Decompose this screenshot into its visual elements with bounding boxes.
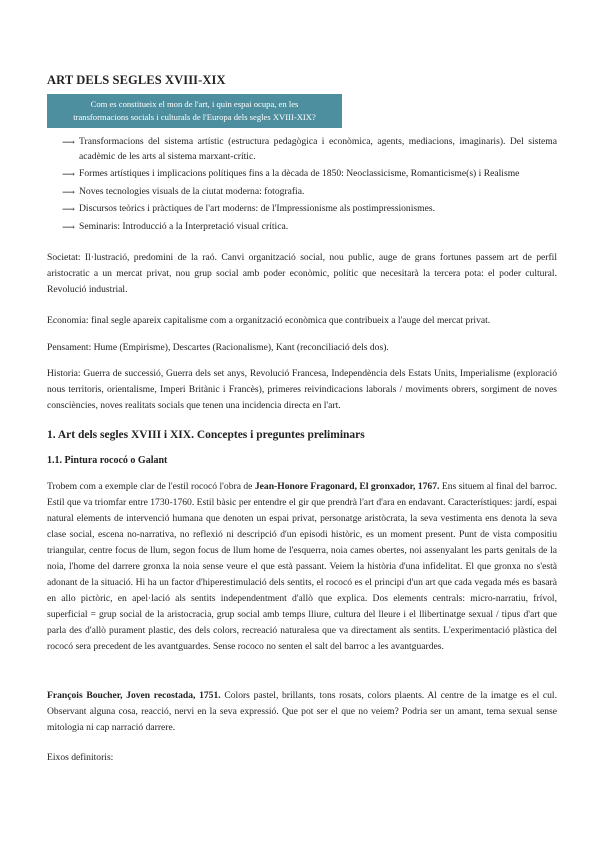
list-item: ⟶ Formes artístiques i implicacions polítiques fins a la dècada de 1850: Neoclassicisme, Romanticisme(s) i Realisme	[62, 167, 557, 182]
societat-paragraph: Societat: Il·lustració, predomini de la raó. Canvi organització social, nou public, auge de grans fortunes passem art de perfil aristocratic a un mercat privat, nou grup social amb poder econòmic, polític que necesitarà la tercera pota: el poder cultural. Revolució industrial.	[47, 252, 557, 295]
list-item: ⟶ Transformacions del sistema artístic (estructura pedagògica i econòmica, agents, mediacions, imaginaris). Del sistema acadèmic de les arts al sistema marxant-crític.	[62, 136, 557, 162]
pensament-paragraph: Pensament: Hume (Empirisme), Descartes (Racionalisme), Kant (reconciliació dels dos).	[47, 342, 389, 353]
fragonard-artwork: Jean-Honore Fragonard, El gronxador, 1767.	[254, 481, 440, 492]
boucher-artwork: François Boucher, Joven recostada, 1751.	[47, 690, 221, 701]
subsection-heading: 1.1. Pintura rococó o Galant	[47, 455, 168, 466]
list-item: ⟶ Noves tecnologies visuals de la ciutat moderna: fotografia.	[62, 185, 557, 200]
document-title: ART DELS SEGLES XVIII-XIX	[47, 73, 226, 87]
boucher-paragraph: François Boucher, Joven recostada, 1751. Colors pastel, brillants, tons rosats, colors plaents. Al centre de la imatge es el cul. Observant alguna cosa, reacció, nervi en la seva expressió. Que pot ser el que no veiem? Podria ser un amant, tema sexual sense mitologia ni cap narració darrere.	[47, 690, 557, 733]
historia-paragraph: Historia: Guerra de successió, Guerra dels set anys, Revolució Francesa, Independència dels Estats Units, Imperialisme (exploració nous territoris, orientalisme, Imperi Britànic i Francès), primeres reivindicacions laborals / moviments obrers, sorgiment de noves consciències, noves realitats socials que tenen una incidencia directa en l'art.	[47, 368, 557, 411]
fragonard-paragraph: Trobem com a exemple clar de l'estil rococó l'obra de Jean-Honore Fragonard, El gronxador, 1767. Ens situem al final del barroc. Estil que va triomfar entre 1730-1760. Estil bàsic per entendre el gir que prendrà l'art d'ara en endavant. Característiques: jardí, espai natural elements de intervenció humana que denoten un espai privat, personatge aristòcrata, la seva vestimenta ens denota la seva clase social, escena no-narrativa, no reflexió ni descripció d'un episodi històric, es un moment present. Punt de vista compositiu triangular, centre focus de llum, segon focus de llum home de l'esquerra, noia cames obertes, noi assenyalant les parts genitals de la noia, l'home del darrere gronxa la noia sense veure el que està passant. Veiem la història d'una infidelitat. El que gronxa no s'està adonant de la situació. Hi ha un factor d'hiperestimulació dels sentits, el rococó es el principi d'un art que cada vegada més es basarà en allo pictòric, en apel·lació als sentits independentment d'allò que explica. Dos elements centrals: micro-narratiu, frívol, superficial = grup social de la aristocracia, grup social amb temps lliure, cultura del lleure i el llibertinatge sexual / tipus d'art que parla des d'allò purament plastic, des dels colors, recreació naturalesa que va directament als sentits. L'experimentació plàstica del rococó sera precedent de les avantguardes. Sense rococo no senten el salt del barroc a les avantguardes.	[47, 481, 557, 652]
arrow-icon: ⟶	[62, 186, 75, 197]
arrow-icon: ⟶	[62, 169, 75, 179]
economia-paragraph: Economia: final segle apareix capitalisme com a organització econòmica que contribueix a l'auge del mercat privat.	[47, 315, 491, 326]
question-banner	[47, 94, 342, 128]
arrow-icon: ⟶	[62, 204, 75, 214]
list-item: ⟶ Seminaris: Introducció a la Interpretació visual crítica.	[62, 220, 557, 235]
list-item: ⟶ Discursos teòrics i pràctiques de l'art moderns: de l'Impressionisme als postimpressionismes.	[62, 202, 557, 217]
arrow-icon: ⟶	[62, 137, 75, 147]
topics-list	[62, 135, 557, 237]
section-heading: 1. Art dels segles XVIII i XIX. Conceptes i preguntes preliminars	[47, 429, 365, 441]
banner-line-1: Com es constitueix el mon de l'art, i quin espai ocupa, en les	[90, 99, 299, 109]
banner-line-2: transformacions socials i culturals de l'Europa dels segles XVIII-XIX?	[73, 112, 316, 122]
eixos-label: Eixos definitoris:	[47, 752, 114, 763]
arrow-icon: ⟶	[62, 221, 75, 232]
